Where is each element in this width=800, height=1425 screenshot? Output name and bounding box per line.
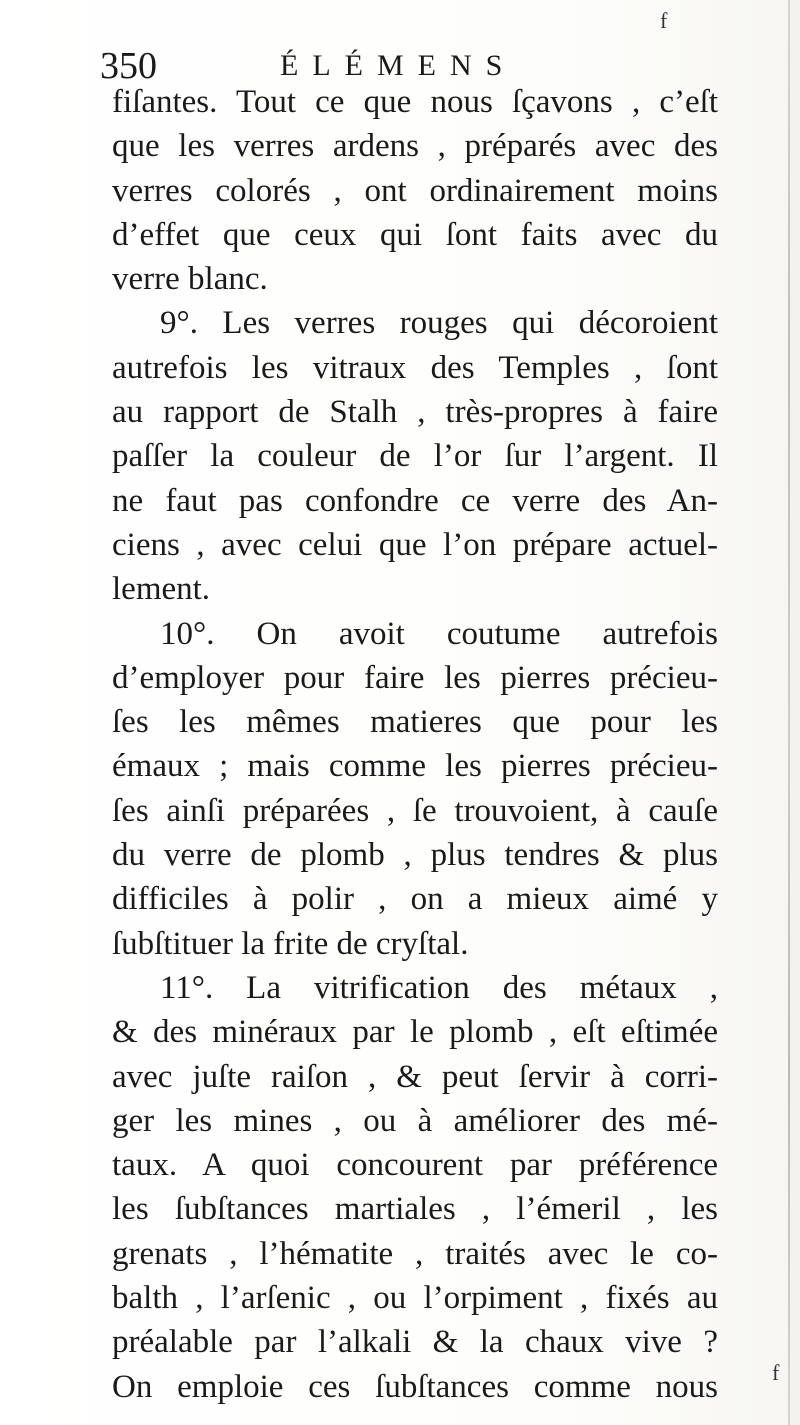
text-line: ger les mines , ou à améliorer des mé- [112,1102,718,1139]
text-line: autrefois les vitraux des Temples , ſont [112,349,718,386]
text-line: grenats , l’hématite , traités avec le co- [112,1235,718,1272]
margin-mark-bottom: f [772,1360,780,1385]
text-line: verre blanc. [112,261,268,298]
text-line: paſſer la couleur de l’or ſur l’argent. Il [112,438,718,475]
text-line: lement. [112,571,211,608]
text-line: taux. A quoi concourent par préférence [112,1147,718,1184]
text-line: du verre de plomb , plus tendres & plus [112,837,718,874]
text-line: ſes les mêmes matieres que pour les [112,704,718,741]
text-line: les ſubſtances martiales , l’émeril , les [112,1191,718,1228]
text-line: difficiles à polir , on a mieux aimé y [112,881,718,918]
page-edge-line [788,0,790,1425]
text-line: balth , l’arſenic , ou l’orpiment , fixés au [112,1280,718,1317]
running-title: ÉLÉMENS [280,49,517,82]
text-line: préalable par l’alkali & la chaux vive ? [112,1324,718,1361]
text-line: avec juſte raiſon , & peut ſervir à corri- [112,1058,718,1095]
text-line: verres colorés , ont ordinairement moins [112,172,718,209]
text-line: émaux ; mais comme les pierres précieu- [112,748,718,785]
text-line: On emploie ces ſubſtances comme nous [112,1368,718,1405]
text-line: 11°. La vitrification des métaux , [160,969,718,1006]
text-line: & des minéraux par le plomb , eſt eſtimée [112,1014,718,1051]
text-line: 10°. On avoit coutume autrefois [160,615,718,652]
text-line: que les verres ardens , préparés avec des [112,128,718,165]
text-line: ciens , avec celui que l’on prépare actuel- [112,526,718,563]
text-line: ſes ainſi préparées , ſe trouvoient, à cauſe [112,792,718,829]
text-line: ne faut pas confondre ce verre des An- [112,482,718,519]
text-line: 9°. Les verres rouges qui décoroient [160,305,718,342]
margin-mark-top: f [660,8,668,33]
page-number: 350 [100,45,157,87]
body-text [112,80,718,1409]
text-line: d’effet que ceux qui ſont faits avec du [112,216,718,253]
text-line: d’employer pour faire les pierres précieu- [112,659,718,696]
text-line: fiſantes. Tout ce que nous ſçavons , c’eſt [112,84,718,120]
text-line: ſubſtituer la frite de cryſtal. [112,925,469,962]
text-line: au rapport de Stalh , très-propres à faire [112,394,718,431]
page-edge-shadow [790,0,800,1425]
